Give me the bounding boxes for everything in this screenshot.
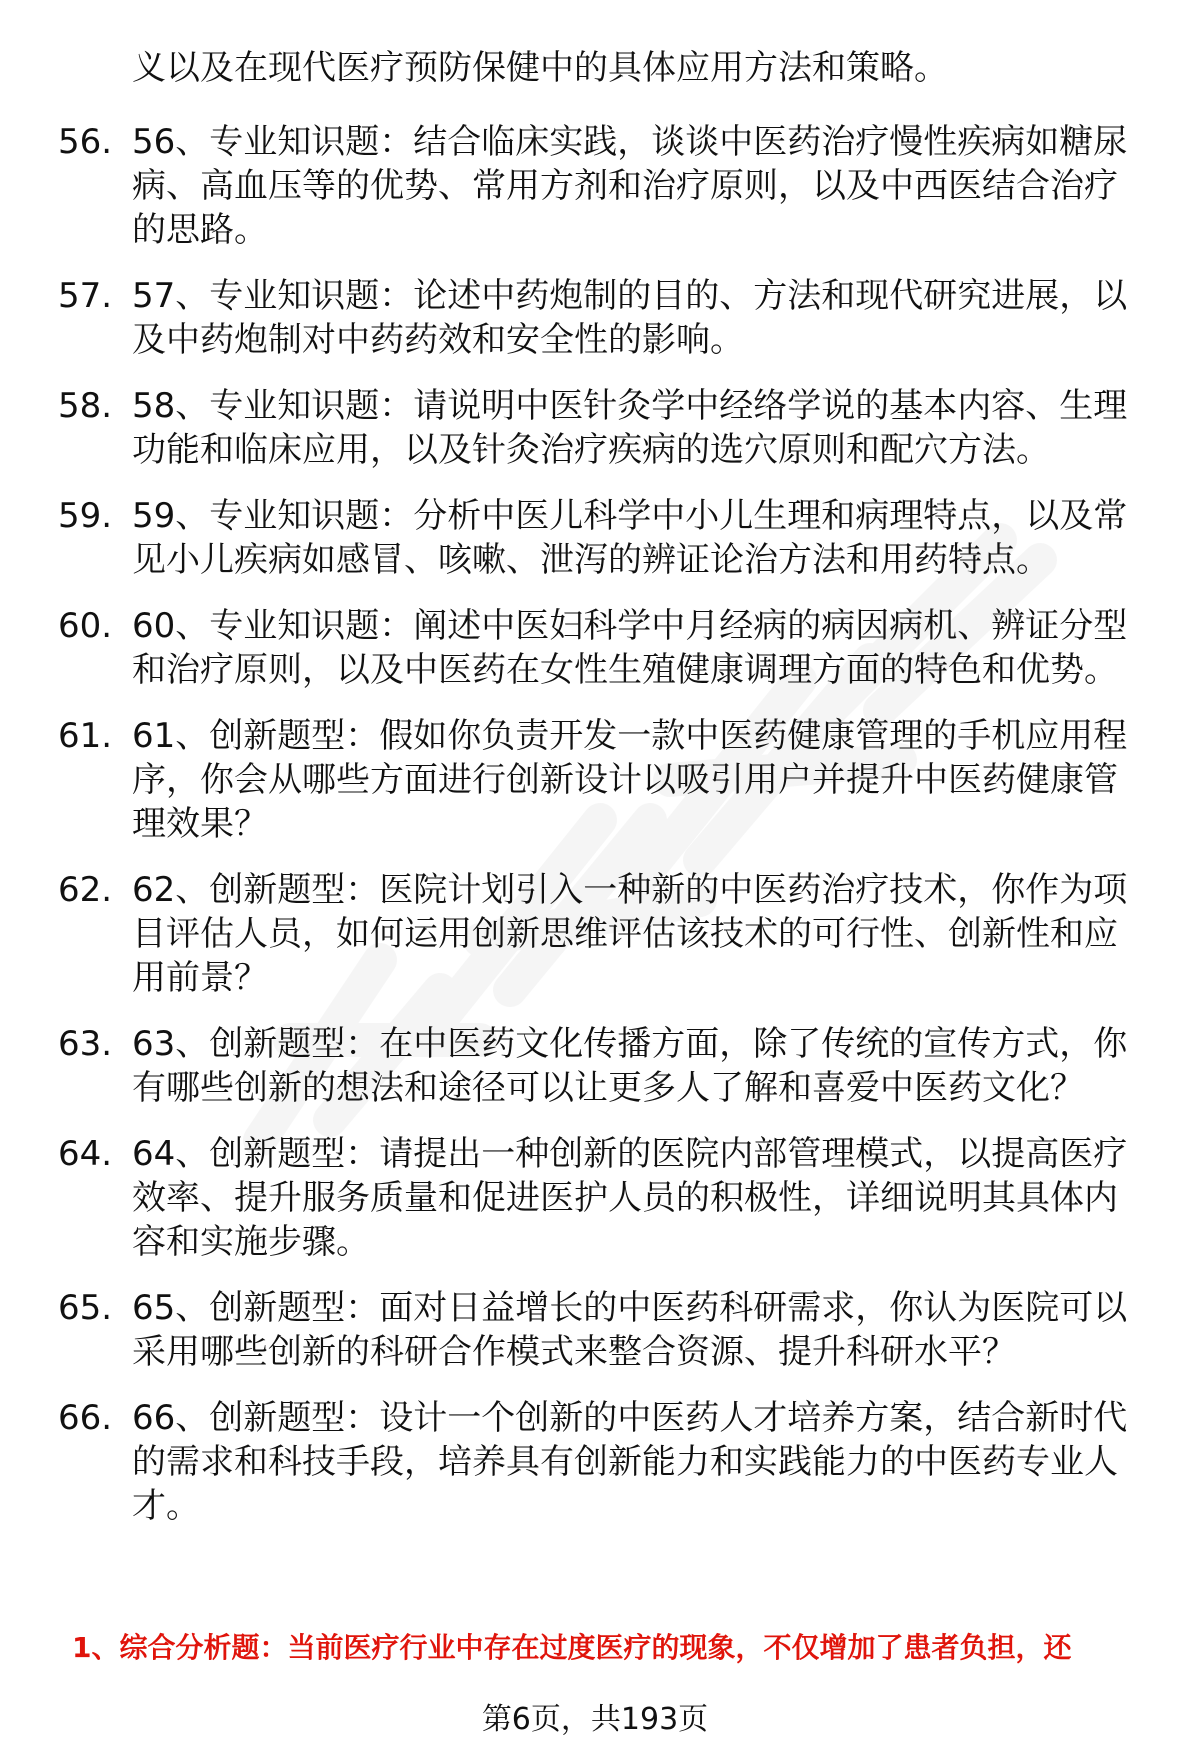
question-item bbox=[58, 714, 1148, 846]
question-number: 66. bbox=[58, 1398, 113, 1438]
question-number: 62. bbox=[58, 870, 113, 910]
question-item bbox=[58, 1022, 1148, 1110]
question-number: 60. bbox=[58, 606, 113, 646]
question-item bbox=[58, 604, 1148, 692]
question-number: 57. bbox=[58, 276, 113, 316]
question-number: 58. bbox=[58, 386, 113, 426]
question-text: 58、专业知识题：请说明中医针灸学中经络学说的基本内容、生理功能和临床应用，以及针灸治疗疾病的选穴原则和配穴方法。 bbox=[132, 386, 1128, 470]
question-text: 59、专业知识题：分析中医儿科学中小儿生理和病理特点，以及常见小儿疾病如感冒、咳嗽、泄泻的辨证论治方法和用药特点。 bbox=[132, 496, 1128, 580]
question-number: 64. bbox=[58, 1134, 113, 1174]
question-text: 62、创新题型：医院计划引入一种新的中医药治疗技术，你作为项目评估人员，如何运用创新思维评估该技术的可行性、创新性和应用前景？ bbox=[132, 870, 1128, 998]
question-text: 64、创新题型：请提出一种创新的医院内部管理模式，以提高医疗效率、提升服务质量和促进医护人员的积极性，详细说明其具体内容和实施步骤。 bbox=[132, 1134, 1128, 1262]
question-number: 59. bbox=[58, 496, 113, 536]
question-item bbox=[58, 274, 1148, 362]
question-text: 66、创新题型：设计一个创新的中医药人才培养方案，结合新时代的需求和科技手段，培养具有创新能力和实践能力的中医药专业人才。 bbox=[132, 1398, 1128, 1526]
question-text: 61、创新题型：假如你负责开发一款中医药健康管理的手机应用程序，你会从哪些方面进行创新设计以吸引用户并提升中医药健康管理效果？ bbox=[132, 716, 1128, 844]
question-item bbox=[58, 1132, 1148, 1264]
question-text: 56、专业知识题：结合临床实践，谈谈中医药治疗慢性疾病如糖尿病、高血压等的优势、常用方剂和治疗原则，以及中西医结合治疗的思路。 bbox=[132, 122, 1128, 250]
continued-paragraph: 义以及在现代医疗预防保健中的具体应用方法和策略。 bbox=[132, 48, 948, 88]
question-text: 57、专业知识题：论述中药炮制的目的、方法和现代研究进展，以及中药炮制对中药药效和安全性的影响。 bbox=[132, 276, 1128, 360]
question-item bbox=[58, 120, 1148, 252]
question-item bbox=[58, 868, 1148, 1000]
question-text: 63、创新题型：在中医药文化传播方面，除了传统的宣传方式，你有哪些创新的想法和途径可以让更多人了解和喜爱中医药文化？ bbox=[132, 1024, 1128, 1108]
question-item bbox=[58, 1396, 1148, 1528]
question-number: 63. bbox=[58, 1024, 113, 1064]
question-item bbox=[58, 494, 1148, 582]
analysis-question-heading: 1、综合分析题：当前医疗行业中存在过度医疗的现象，不仅增加了患者负担，还 bbox=[72, 1631, 1072, 1664]
question-list bbox=[58, 120, 1148, 1550]
question-number: 61. bbox=[58, 716, 113, 756]
question-item bbox=[58, 384, 1148, 472]
page-footer: 第6页，共193页 bbox=[481, 1702, 709, 1737]
question-text: 60、专业知识题：阐述中医妇科学中月经病的病因病机、辨证分型和治疗原则，以及中医药在女性生殖健康调理方面的特色和优势。 bbox=[132, 606, 1128, 690]
question-number: 65. bbox=[58, 1288, 113, 1328]
question-text: 65、创新题型：面对日益增长的中医药科研需求，你认为医院可以采用哪些创新的科研合作模式来整合资源、提升科研水平？ bbox=[132, 1288, 1128, 1372]
question-number: 56. bbox=[58, 122, 113, 162]
question-item bbox=[58, 1286, 1148, 1374]
